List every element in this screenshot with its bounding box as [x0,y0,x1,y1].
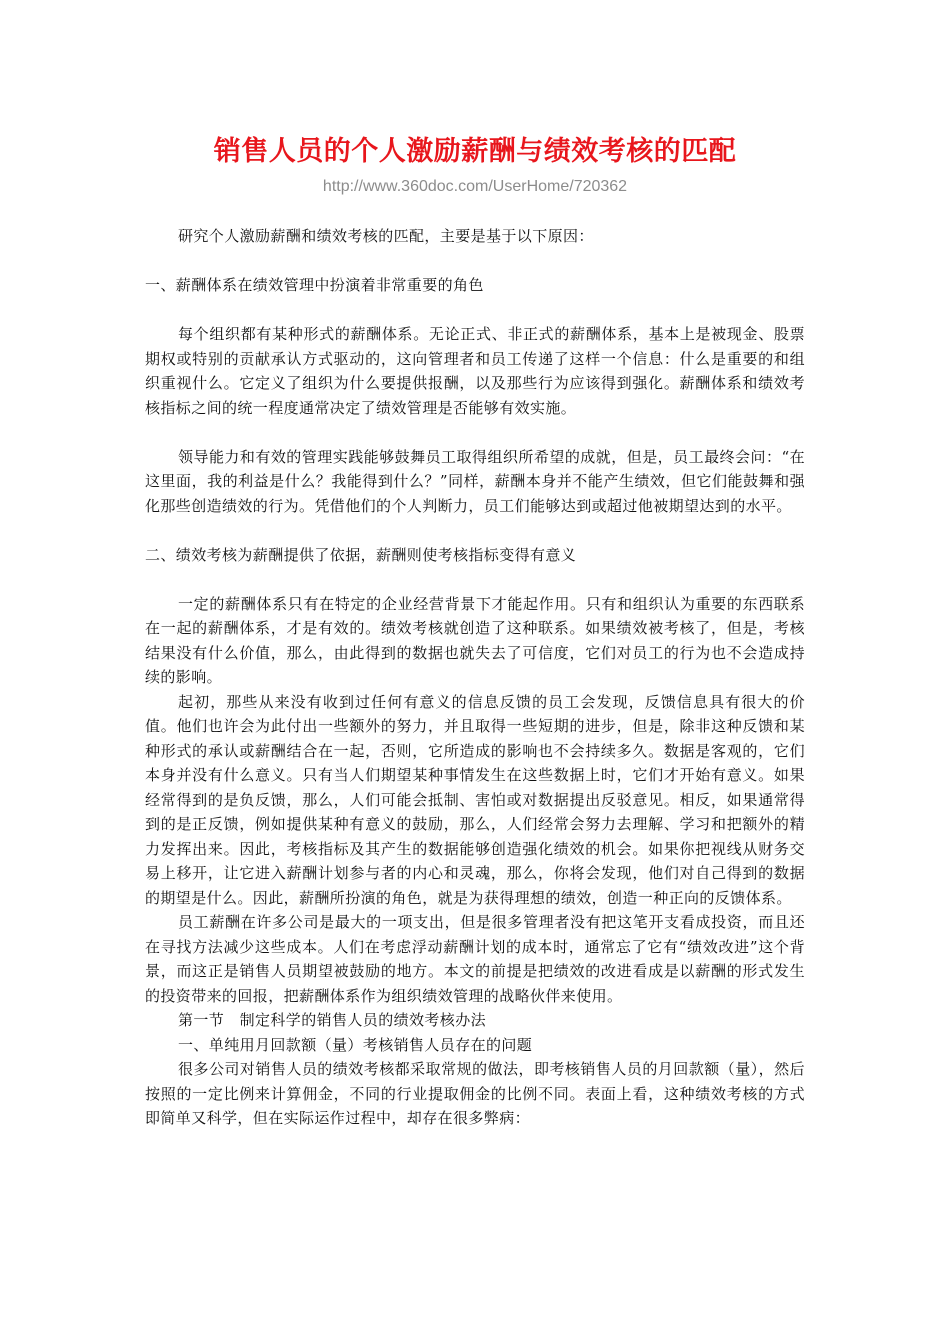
body-paragraph: 很多公司对销售人员的绩效考核都采取常规的做法，即考核销售人员的月回款额（量），然后按照的一定比例来计算佣金，不同的行业提取佣金的比例不同。表面上看，这种绩效考核的方式即简单又科学，但在实际运作过程中，却存在很多弊病： [145,1060,805,1127]
section-heading-2: 二、绩效考核为薪酬提供了依据，薪酬则使考核指标变得有意义 [145,545,577,564]
subsection-heading: 一、单纯用月回款额（量）考核销售人员存在的问题 [178,1035,533,1054]
section-heading-1: 一、薪酬体系在绩效管理中扮演着非常重要的角色 [145,276,484,294]
body-paragraph: 每个组织都有某种形式的薪酬体系。无论正式、非正式的薪酬体系，基本上是被现金、股票期权或特别的贡献承认方式驱动的，这向管理者和员工传递了这样一个信息：什么是重要的和组织重视什么。它定义了组织为什么要提供报酬，以及那些行为应该得到强化。薪酬体系和绩效考核指标之间的统一程度通常决定了绩效管理是否能够有效实施。 [145,325,805,417]
source-url: http://www.360doc.com/UserHome/720362 [322,178,628,195]
document-page [145,132,805,1131]
chapter-heading: 第一节 制定科学的销售人员的绩效考核办法 [178,1011,487,1029]
document-body [145,224,805,1131]
body-paragraph: 员工薪酬在许多公司是最大的一项支出，但是很多管理者没有把这笔开支看成投资，而且还在寻找方法减少这些成本。人们在考虑浮动薪酬计划的成本时，通常忘了它有“绩效改进”这个背景，而这正是销售人员期望被鼓励的地方。本文的前提是把绩效的改进看成是以薪酬的形式发生的投资带来的回报，把薪酬体系作为组织绩效管理的战略伙伴来使用。 [145,913,805,1005]
body-paragraph: 起初，那些从来没有收到过任何有意义的信息反馈的员工会发现，反馈信息具有很大的价值。他们也许会为此付出一些额外的努力，并且取得一些短期的进步，但是，除非这种反馈和某种形式的承认或薪酬结合在一起，否则，它所造成的影响也不会持续多久。数据是客观的，它们本身并没有什么意义。只有当人们期望某种事情发生在这些数据上时，它们才开始有意义。如果经常得到的是负反馈，那么，人们可能会抵制、害怕或对数据提出反驳意见。相反，如果通常得到的是正反馈，例如提供某种有意义的鼓励，那么，人们经常会努力去理解、学习和把额外的精力发挥出来。因此，考核指标及其产生的数据能够创造强化绩效的机会。如果你把视线从财务交易上移开，让它进入薪酬计划参与者的内心和灵魂，那么，你将会发现，他们对自己得到的数据的期望是什么。因此，薪酬所扮演的角色，就是为获得理想的绩效，创造一种正向的反馈体系。 [145,692,805,907]
body-paragraph: 一定的薪酬体系只有在特定的企业经营背景下才能起作用。只有和组织认为重要的东西联系在一起的薪酬体系，才是有效的。绩效考核就创造了这种联系。如果绩效被考核了，但是，考核结果没有什么价值，那么，由此得到的数据也就失去了可信度，它们对员工的行为也不会造成持续的影响。 [145,594,805,686]
document-title: 销售人员的个人激励薪酬与绩效考核的匹配 [213,136,737,167]
body-paragraph: 领导能力和有效的管理实践能够鼓舞员工取得组织所希望的成就，但是，员工最终会问：“在这里面，我的利益是什么？我能得到什么？”同样，薪酬本身并不能产生绩效，但它们能鼓舞和强化那些创造绩效的行为。凭借他们的个人判断力，员工们能够达到或超过他被期望达到的水平。 [145,447,805,515]
intro-paragraph: 研究个人激励薪酬和绩效考核的匹配，主要是基于以下原因： [178,227,594,245]
